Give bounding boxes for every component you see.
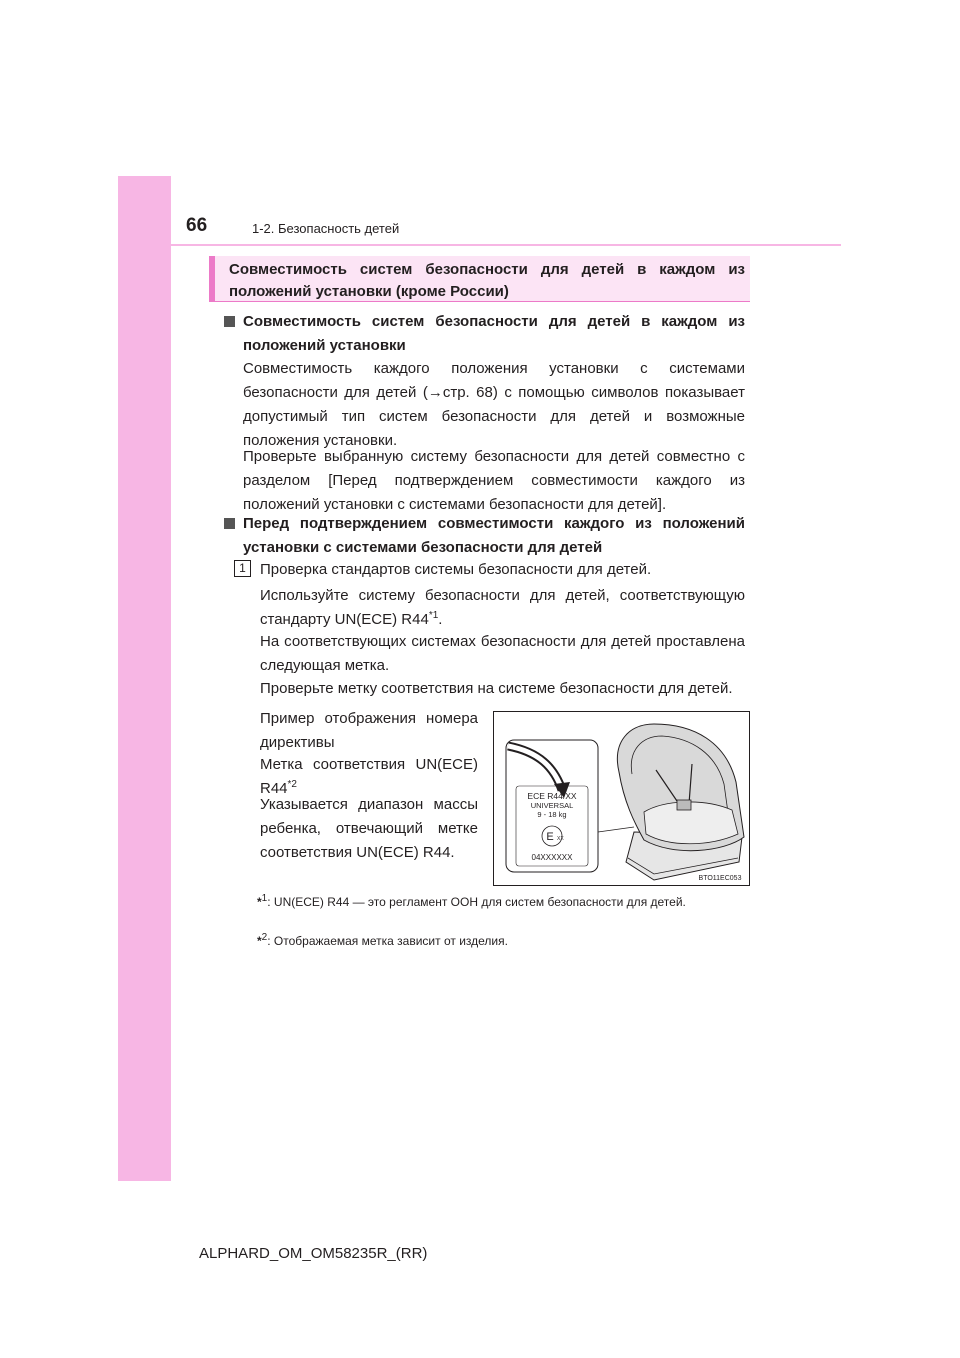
bullet-square-icon [224, 518, 235, 529]
header-divider [171, 244, 841, 246]
page-sidebar-tab [118, 176, 171, 1181]
label-weight-range: 9 - 18 kg [537, 810, 567, 819]
section-title: Совместимость систем безопасности для детей в каждом из положений установки (кроме России) [229, 261, 745, 300]
page-number: 66 [186, 215, 208, 236]
step-title: Проверка стандартов системы безопасности для детей. [260, 561, 652, 578]
e-mark-subscript: XX [557, 836, 564, 842]
callout-conformity-mark: Метка соответствия UN(ECE) R44$^{*2}$ [260, 756, 478, 797]
block1-heading: Совместимость систем безопасности для детей в каждом из положений установки [243, 313, 745, 354]
section-title-box [209, 256, 750, 302]
footer-document-code: ALPHARD_OM_OM58235R_(RR) [199, 1245, 428, 1262]
step-paragraph-1: Используйте систему безопасности для детей, соответствующую стандарту UN(ECE) R44$^{*1}$. [260, 587, 745, 628]
label-approval-code: 04XXXXXX [531, 853, 573, 862]
callout-weight-range: Указывается диапазон массы ребенка, отвечающий метке соответствия UN(ECE) R44. [260, 796, 478, 861]
block1-paragraph-1: Совместимость каждого положения установки с системами безопасности для детей (→стр. 68) с помощью символов показывает допустимый тип систем безопасности для детей и возможные положения установки. [243, 360, 745, 449]
step-paragraph-3: Проверьте метку соответствия на системе безопасности для детей. [260, 680, 733, 697]
figure-id: BTO11EC053 [698, 875, 742, 882]
child-seat-illustration [494, 712, 749, 885]
step-paragraph-2: На соответствующих системах безопасности для детей проставлена следующая метка. [260, 633, 745, 674]
e-mark-letter: E [546, 831, 554, 843]
footnote-2: *$^2$: Отображаемая метка зависит от изделия. [257, 932, 508, 948]
step-number-badge: 1 [234, 560, 251, 577]
block2-heading: Перед подтверждением совместимости каждого из положений установки с системами безопасности для детей [243, 515, 745, 556]
label-universal: UNIVERSAL [530, 801, 574, 810]
bullet-square-icon [224, 316, 235, 327]
header-section-title: 1-2. Безопасность детей [252, 221, 400, 236]
footnote-1: *$^1$: UN(ECE) R44 — это регламент ООН для систем безопасности для детей. [257, 893, 686, 909]
callout-directive-example: Пример отображения номера директивы [260, 710, 478, 751]
label-ece-r44: ECE R44/XX [527, 791, 577, 801]
block1-paragraph-2: Проверьте выбранную систему безопасности для детей совместно с разделом [Перед подтверждением совместимости каждого из положений установки с системами безопасности для детей]. [243, 448, 745, 513]
arrow-right-icon: → [427, 384, 443, 401]
child-seat-label-figure [493, 711, 750, 886]
